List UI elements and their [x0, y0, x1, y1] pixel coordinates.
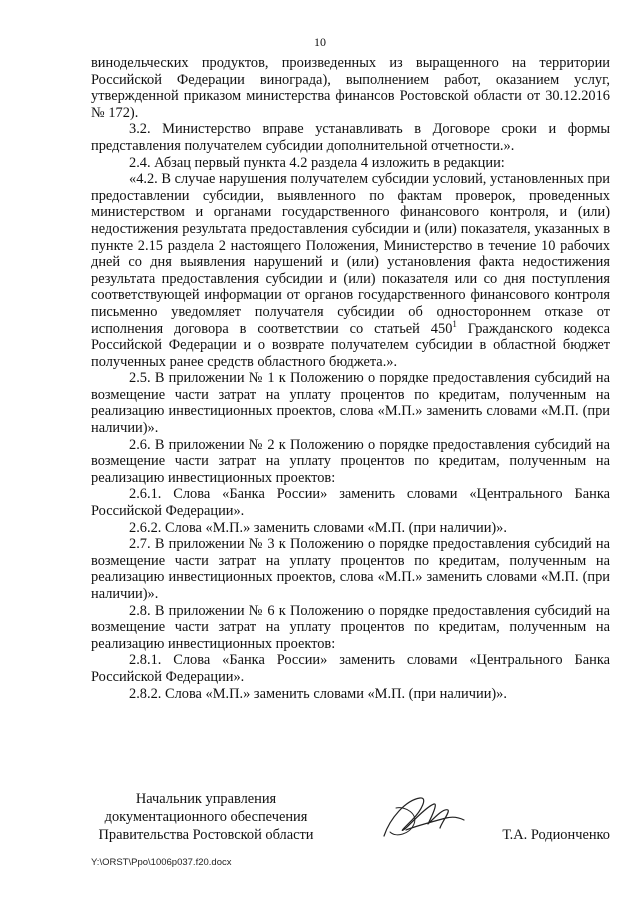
- paragraph-2-6: 2.6. В приложении № 2 к Положению о порядке предоставления субсидий на возмещение части затрат на уплату процентов по кредитам, полученным на реализацию инвестиционных проектов:: [91, 436, 610, 486]
- document-body: [91, 55, 610, 702]
- paragraph-3-2: 3.2. Министерство вправе устанавливать в Договоре сроки и формы представления получателем субсидии дополнительной отчетности.».: [91, 121, 610, 154]
- paragraph-2-8-2: 2.8.2. Слова «М.П.» заменить словами «М.П. (при наличии)».: [129, 685, 507, 702]
- paragraph-4-2-part2: Гражданского кодекса Российской Федерации и о возврате получателем субсидии в областной бюджет полученных ранее средств областного бюджета.».: [91, 320, 610, 370]
- signer-position-line-3: Правительства Ростовской области: [98, 827, 314, 843]
- paragraph-4-2-part1: «4.2. В случае нарушения получателем субсидии условий, установленных при предоставлении субсидии, выявленного по фактам проверок, проведенных министерством и органами государственного финансового контроля, и (или) недостижения результата предоставления субсидии и (или) показателя, указанных в пункте 2.15 раздела 2 настоящего Положения, Министерство в течение 10 рабочих дней со дня выявления нарушений и (или) установления факта недостижения результата предоставления субсидии и (или) показателя или со дня поступления соответствующей информации от органов государственного финансового контроля письменно уведомляет получателя субсидии об одностороннем отказе от исполнения договора в соответствии со статьей 450: [91, 171, 610, 337]
- paragraph-2-6-1: 2.6.1. Слова «Банка России» заменить словами «Центрального Банка Российской Федерации».: [91, 486, 610, 520]
- paragraph-4-2: [91, 171, 610, 370]
- paragraph-2-6-2: 2.6.2. Слова «М.П.» заменить словами «М.П. (при наличии)».: [129, 519, 507, 536]
- file-path-footer: Y:\ORST\Ppo\1006p037.f20.docx: [91, 857, 232, 868]
- superscript-1: 1: [452, 318, 457, 329]
- handwritten-signature: [376, 788, 468, 848]
- signer-position: [91, 790, 321, 844]
- signer-position-line-2: документационного обеспечения: [104, 809, 308, 825]
- signature-block: [91, 790, 610, 850]
- signer-position-line-1: Начальник управления: [135, 791, 277, 807]
- paragraph-2-5: 2.5. В приложении № 1 к Положению о порядке предоставления субсидий на возмещение части затрат на уплату процентов по кредитам, полученным на реализацию инвестиционных проектов, слова «М.П.» заменить словами «М.П. (при наличии)».: [91, 370, 610, 437]
- paragraph-2-7: 2.7. В приложении № 3 к Положению о порядке предоставления субсидий на возмещение части затрат на уплату процентов по кредитам, полученным на реализацию инвестиционных проектов, слова «М.П.» заменить словами «М.П. (при наличии)».: [91, 536, 610, 602]
- paragraph-2-8: 2.8. В приложении № 6 к Положению о порядке предоставления субсидий на возмещение части затрат на уплату процентов по кредитам, полученным на реализацию инвестиционных проектов:: [91, 602, 610, 652]
- signer-name: Т.А. Родионченко: [502, 827, 610, 843]
- paragraph-2-8-1: 2.8.1. Слова «Банка России» заменить словами «Центрального Банка Российской Федерации».: [91, 652, 610, 685]
- page-number: 10: [314, 35, 326, 49]
- paragraph-continuation: винодельческих продуктов, произведенных из выращенного на территории Российской Федерации винограда), выполнением работ, оказанием услуг, утвержденной приказом министерства финансов Ростовской области от 30.12.2016 № 172).: [91, 55, 610, 121]
- paragraph-2-4: 2.4. Абзац первый пункта 4.2 раздела 4 изложить в редакции:: [129, 154, 505, 171]
